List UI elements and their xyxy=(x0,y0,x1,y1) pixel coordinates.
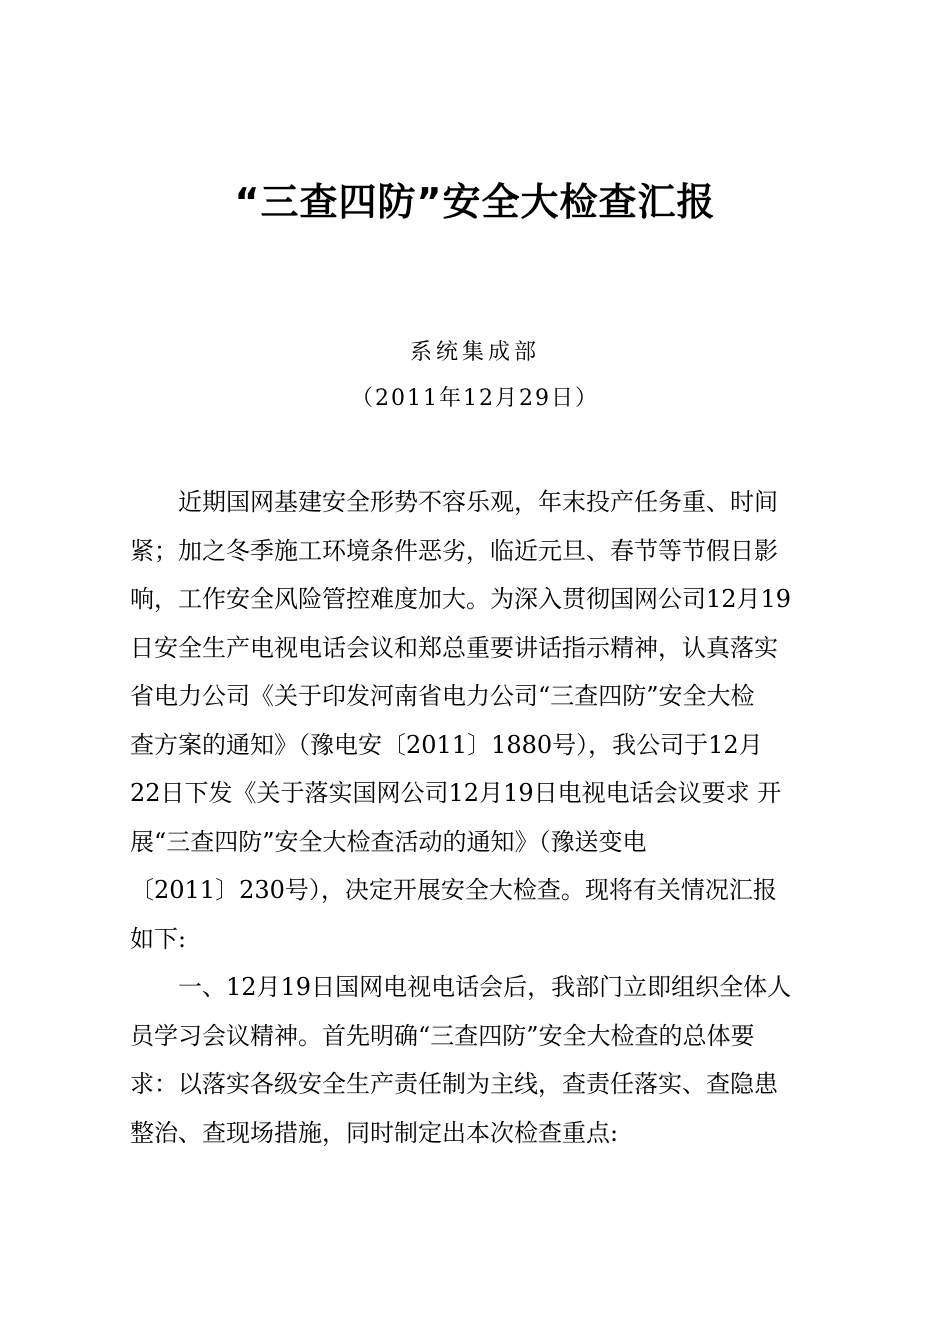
paragraph-line: 查方案的通知》（豫电安〔2011〕1880号），我公司于12月 xyxy=(130,730,763,759)
report-date: （2011年12月29日） xyxy=(351,386,599,411)
document-title: “三查四防”安全大检查汇报 xyxy=(234,180,716,224)
paragraph-line: 一、12月19日国网电视电话会后，我部门立即组织全体人 xyxy=(130,973,792,1001)
department-name: 系统集成部 xyxy=(409,340,540,365)
paragraph-line: 22日下发《关于落实国网公司12月19日电视电话会议要求 开 xyxy=(130,779,782,807)
paragraph-line: 员学习会议精神。首先明确“三查四防”安全大检查的总体要 xyxy=(130,1021,755,1050)
paragraph-line: 如下: xyxy=(130,924,187,953)
paragraph-line: 近期国网基建安全形势不容乐观，年末投产任务重、时间 xyxy=(130,488,778,516)
paragraph-line: 展“三查四防”安全大检查活动的通知》（豫送变电 xyxy=(130,827,647,856)
paragraph-line: 整治、查现场措施，同时制定出本次检查重点: xyxy=(130,1118,619,1147)
paragraph-line: 紧；加之冬季施工环境条件恶劣，临近元旦、春节等节假日影 xyxy=(130,536,778,565)
paragraph-line: 〔2011〕230号），决定开展安全大检查。现将有关情况汇报 xyxy=(130,876,777,904)
paragraph-line: 求：以落实各级安全生产责任制为主线，查责任落实、查隐患 xyxy=(130,1070,778,1098)
document-body xyxy=(130,478,830,1157)
paragraph-line: 省电力公司《关于印发河南省电力公司“三查四防”安全大检 xyxy=(130,682,755,710)
paragraph-line: 日安全生产电视电话会议和郑总重要讲话指示精神，认真落实 xyxy=(130,633,778,662)
paragraph-line: 响，工作安全风险管控难度加大。为深入贯彻国网公司12月19 xyxy=(130,585,792,613)
